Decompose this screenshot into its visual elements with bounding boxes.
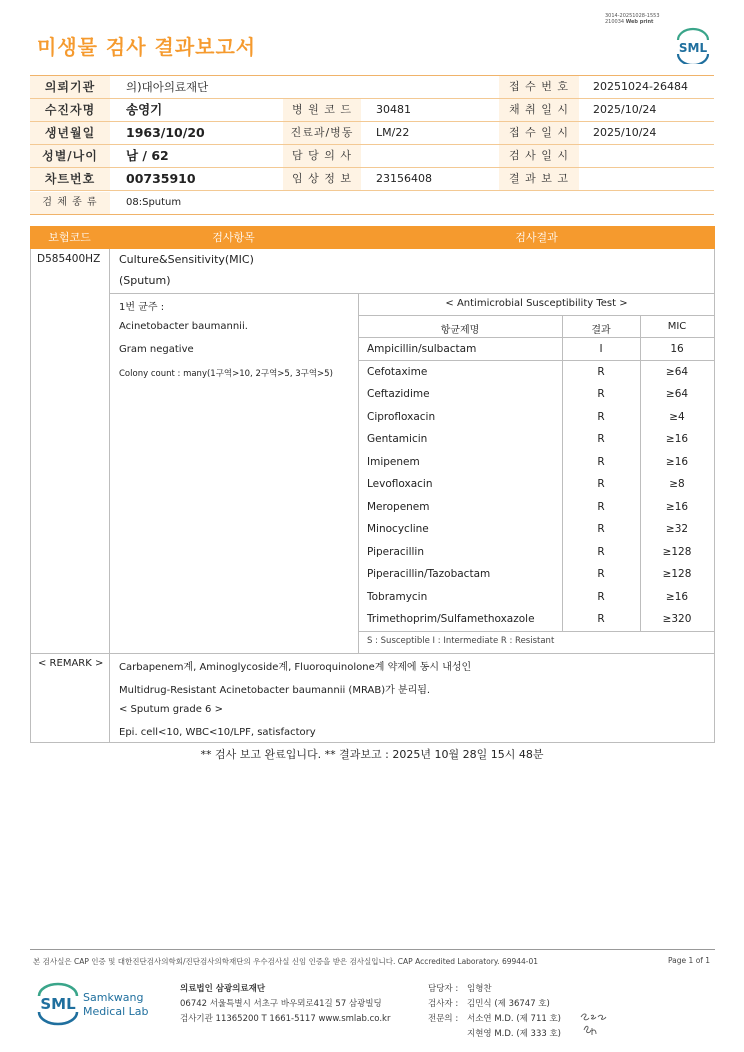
organism-gram: Gram negative bbox=[119, 344, 194, 355]
info-row bbox=[30, 192, 714, 215]
certification-note: 본 검사실은 CAP 인증 및 대한진단검사의학회/진단검사의학재단의 우수검사실 신임 인증을 받은 검사실입니다. CAP Accredited Laboratory. 69944-01 bbox=[33, 957, 539, 966]
antibiotic-row bbox=[358, 383, 714, 405]
info-value: 남 / 62 bbox=[126, 148, 169, 163]
completion-note: ** 검사 보고 완료입니다. ** 결과보고 : 2025년 10월 28일 15시 48분 bbox=[200, 748, 544, 761]
info-row bbox=[30, 168, 714, 191]
footer-divider bbox=[30, 949, 715, 950]
antibiotic-name: Ampicillin/sulbactam bbox=[367, 343, 477, 355]
ast-legend: S : Susceptible I : Intermediate R : Resistant bbox=[367, 636, 555, 646]
organism-name: Acinetobacter baumannii. bbox=[119, 321, 248, 332]
info-right-label: 결 과 보 고 bbox=[499, 168, 579, 190]
ast-header-mic: MIC bbox=[667, 321, 687, 332]
staff-role: 검사자 : bbox=[428, 999, 459, 1009]
antibiotic-row bbox=[358, 586, 714, 608]
antibiotic-name: Cefotaxime bbox=[367, 365, 428, 378]
grid-line bbox=[109, 249, 110, 743]
info-label: 생년월일 bbox=[30, 122, 110, 144]
header-item: 검사항목 bbox=[212, 231, 255, 244]
antibiotic-mic: 16 bbox=[670, 343, 684, 355]
info-mid-value: 30481 bbox=[376, 103, 411, 116]
antibiotic-row bbox=[358, 338, 714, 360]
info-right-label: 검 사 일 시 bbox=[499, 145, 579, 167]
antibiotic-result: R bbox=[597, 523, 605, 535]
antibiotic-result: R bbox=[597, 410, 605, 423]
antibiotic-name: Tobramycin bbox=[367, 590, 428, 603]
print-id-line1: 3014-20251028-1553 bbox=[605, 13, 660, 19]
antibiotic-result: R bbox=[597, 500, 605, 513]
staff-name: 서소연 M.D. (제 711 호) bbox=[467, 1014, 562, 1024]
samkwang-logo-icon bbox=[35, 980, 155, 1028]
info-right-value: 20251024-26484 bbox=[593, 80, 688, 93]
print-id-code: 210034 bbox=[605, 19, 625, 25]
antibiotic-row bbox=[358, 473, 714, 495]
antibiotic-result: R bbox=[597, 545, 605, 558]
antibiotic-mic: ≥128 bbox=[662, 568, 692, 580]
grid-line bbox=[30, 742, 715, 743]
info-value: 송영기 bbox=[126, 102, 163, 117]
antibiotic-result: R bbox=[597, 478, 605, 490]
remark-label: < REMARK > bbox=[38, 658, 104, 669]
antibiotic-row bbox=[358, 541, 714, 563]
antibiotic-mic: ≥8 bbox=[669, 478, 685, 490]
antibiotic-row bbox=[358, 361, 714, 383]
antibiotic-mic: ≥16 bbox=[665, 433, 689, 445]
info-value: 1963/10/20 bbox=[126, 125, 205, 140]
info-value: 의)대아의료재단 bbox=[126, 80, 209, 94]
antibiotic-row bbox=[358, 496, 714, 518]
antibiotic-name: Piperacillin/Tazobactam bbox=[367, 568, 491, 580]
info-mid-label: 임 상 정 보 bbox=[283, 168, 361, 190]
test-specimen: (Sputum) bbox=[119, 274, 171, 287]
ast-header-drug: 항균제명 bbox=[440, 325, 480, 336]
info-mid-value: LM/22 bbox=[376, 126, 410, 139]
remark-line: < Sputum grade 6 > bbox=[119, 704, 223, 715]
insurance-code: D585400HZ bbox=[37, 253, 101, 265]
antibiotic-result: R bbox=[597, 568, 605, 580]
brand-line1: Samkwang bbox=[83, 991, 144, 1004]
page-title: 미생물 검사 결과보고서 bbox=[37, 35, 257, 59]
remark-line: Epi. cell<10, WBC<10/LPF, satisfactory bbox=[119, 727, 316, 738]
info-mid-label: 진료과/병동 bbox=[283, 122, 361, 144]
info-right-label: 접 수 일 시 bbox=[499, 122, 579, 144]
staff-name: 지현영 M.D. (제 333 호) bbox=[467, 1029, 562, 1039]
print-id bbox=[605, 13, 660, 25]
organism-heading: 1번 균주 : bbox=[119, 302, 165, 313]
antibiotic-name: Ciprofloxacin bbox=[367, 410, 436, 423]
info-row bbox=[30, 145, 714, 168]
antibiotic-result: I bbox=[599, 343, 603, 355]
remark-line: Multidrug-Resistant Acinetobacter baumannii (MRAB)가 분리됨. bbox=[119, 685, 431, 696]
header-result: 검사결과 bbox=[515, 231, 558, 244]
org-address: 06742 서울특별시 서초구 바우뫼로41길 57 삼광빌딩 bbox=[180, 999, 382, 1009]
grid-line bbox=[358, 315, 715, 316]
brand-line2: Medical Lab bbox=[83, 1005, 149, 1018]
antibiotic-row bbox=[358, 518, 714, 540]
antibiotic-mic: ≥64 bbox=[665, 388, 689, 400]
staff-role: 담당자 : bbox=[428, 984, 459, 994]
antibiotic-mic: ≥64 bbox=[665, 365, 689, 378]
print-id-label: Web print bbox=[625, 19, 654, 25]
antibiotic-row bbox=[358, 563, 714, 585]
info-right-value: 2025/10/24 bbox=[593, 103, 657, 116]
grid-line bbox=[358, 631, 715, 632]
antibiotic-mic: ≥16 bbox=[665, 455, 689, 468]
info-value: 00735910 bbox=[126, 171, 196, 186]
info-right-label: 접 수 번 호 bbox=[499, 76, 579, 98]
grid-line bbox=[714, 249, 715, 743]
antibiotic-mic: ≥320 bbox=[662, 613, 692, 625]
org-name: 의료법인 삼광의료재단 bbox=[180, 984, 266, 994]
info-label: 수진자명 bbox=[30, 99, 110, 121]
info-label: 검 체 종 류 bbox=[30, 192, 110, 214]
page-number: Page 1 of 1 bbox=[668, 956, 711, 965]
logo-text: SML bbox=[678, 41, 708, 55]
antibiotic-name: Levofloxacin bbox=[367, 478, 433, 490]
antibiotic-name: Minocycline bbox=[367, 523, 429, 535]
antibiotic-name: Meropenem bbox=[367, 500, 430, 513]
antibiotic-row bbox=[358, 406, 714, 428]
footer-logo-text: SML bbox=[40, 995, 76, 1013]
results-header bbox=[30, 226, 715, 249]
info-row bbox=[30, 99, 714, 122]
antibiotic-mic: ≥16 bbox=[665, 590, 689, 603]
antibiotic-result: R bbox=[597, 613, 605, 625]
info-right-value: 2025/10/24 bbox=[593, 126, 657, 139]
results-table bbox=[30, 226, 715, 743]
signature-icon bbox=[578, 1008, 610, 1040]
info-value: 08:Sputum bbox=[126, 197, 182, 208]
antibiotic-row bbox=[358, 451, 714, 473]
grid-line bbox=[109, 293, 715, 294]
remark-line: Carbapenem계, Aminoglycoside계, Fluoroquinolone계 약제에 동시 내성인 bbox=[119, 662, 472, 673]
grid-line bbox=[30, 653, 715, 654]
antibiotic-name: Imipenem bbox=[367, 455, 420, 468]
antibiotic-mic: ≥32 bbox=[665, 523, 689, 535]
antibiotic-name: Trimethoprim/Sulfamethoxazole bbox=[367, 613, 535, 625]
sml-logo-icon bbox=[672, 26, 714, 64]
antibiotic-name: Piperacillin bbox=[367, 545, 424, 558]
antibiotic-mic: ≥16 bbox=[665, 500, 689, 513]
test-name: Culture&Sensitivity(MIC) bbox=[119, 253, 254, 266]
info-label: 성별/나이 bbox=[30, 145, 110, 167]
antibiotic-result: R bbox=[597, 365, 605, 378]
info-mid-label: 병 원 코 드 bbox=[283, 99, 361, 121]
antibiotic-name: Ceftazidime bbox=[367, 388, 430, 400]
antibiotic-mic: ≥128 bbox=[662, 545, 692, 558]
patient-info-table bbox=[30, 75, 714, 208]
staff-name: 임형찬 bbox=[467, 984, 492, 994]
antibiotic-result: R bbox=[597, 455, 605, 468]
antibiotic-row bbox=[358, 608, 714, 630]
staff-name: 김민식 (제 36747 호) bbox=[467, 999, 550, 1009]
info-mid-value: 23156408 bbox=[376, 172, 432, 185]
info-mid-label: 담 당 의 사 bbox=[283, 145, 361, 167]
staff-role: 전문의 : bbox=[428, 1014, 459, 1024]
antibiotic-result: R bbox=[597, 590, 605, 603]
grid-line bbox=[30, 249, 31, 743]
colony-count: Colony count : many(1구역>10, 2구역>5, 3구역>5) bbox=[119, 369, 333, 379]
info-row bbox=[30, 76, 714, 99]
ast-header-result: 결과 bbox=[591, 325, 611, 336]
info-label: 의뢰기관 bbox=[30, 76, 110, 98]
info-right-label: 채 취 일 시 bbox=[499, 99, 579, 121]
antibiotic-result: R bbox=[597, 433, 605, 445]
info-label: 차트번호 bbox=[30, 168, 110, 190]
header-code: 보험코드 bbox=[48, 231, 91, 244]
antibiotic-result: R bbox=[597, 388, 605, 400]
antibiotic-mic: ≥4 bbox=[669, 410, 685, 423]
antibiotic-row bbox=[358, 428, 714, 450]
info-row bbox=[30, 122, 714, 145]
org-contact: 검사기관 11365200 T 1661-5117 www.smlab.co.kr bbox=[180, 1014, 391, 1024]
ast-title: < Antimicrobial Susceptibility Test > bbox=[445, 298, 628, 309]
antibiotic-name: Gentamicin bbox=[367, 433, 428, 445]
